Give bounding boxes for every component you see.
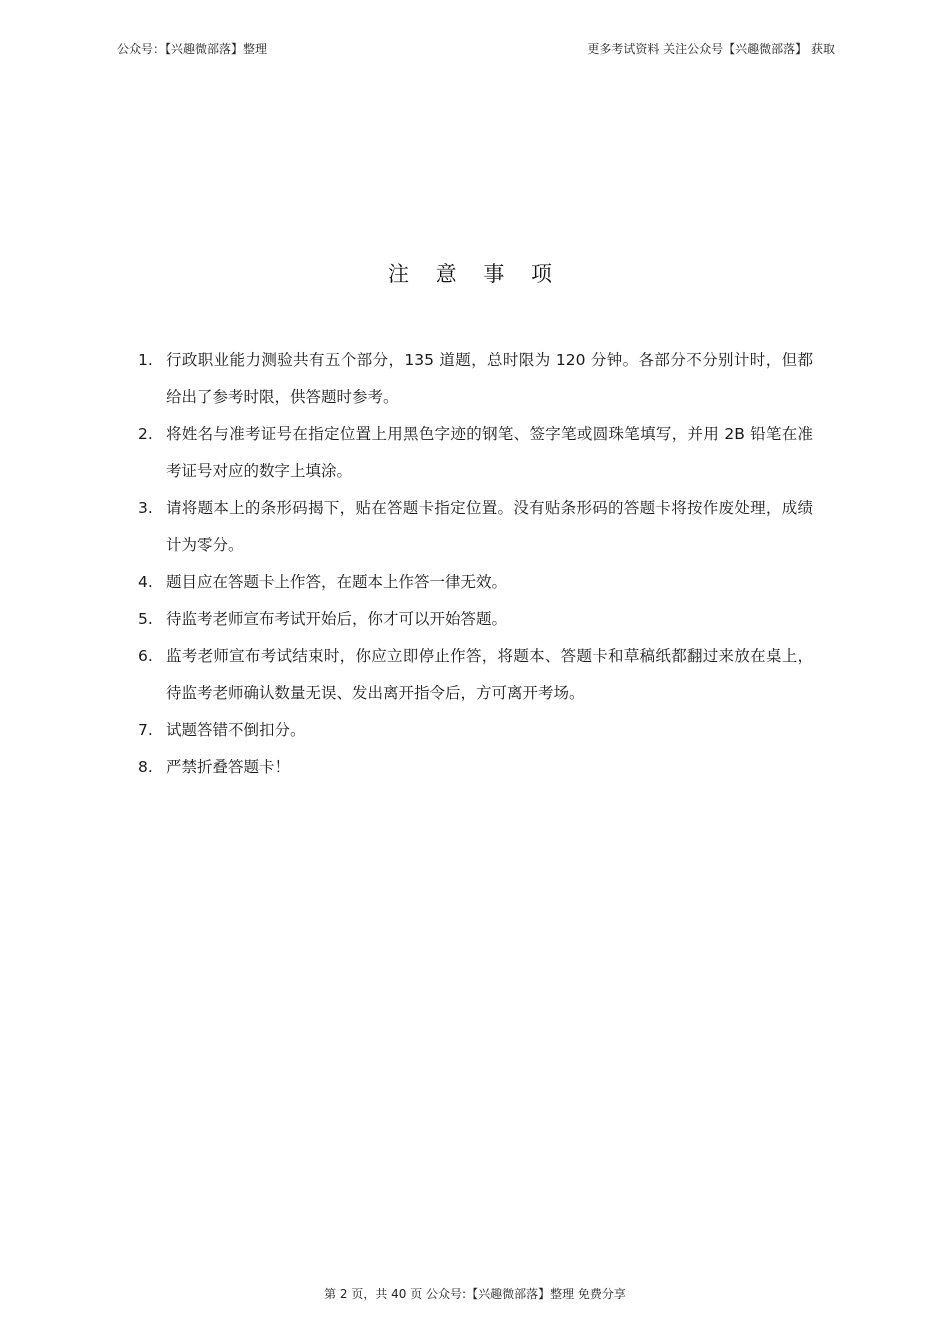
list-item	[138, 712, 813, 749]
note-number: 6.	[138, 647, 153, 665]
notes-list	[138, 342, 813, 786]
list-item	[138, 638, 813, 712]
header-left-text: 公众号：【兴趣微部落】整理	[117, 42, 268, 56]
list-item	[138, 342, 813, 416]
note-text: 待监考老师宣布考试开始后，你才可以开始答题。	[166, 610, 508, 628]
note-number: 7.	[138, 721, 153, 739]
list-item	[138, 416, 813, 490]
note-text: 题目应在答题卡上作答，在题本上作答一律无效。	[166, 573, 508, 591]
note-number: 1.	[138, 351, 153, 369]
list-item	[138, 749, 813, 786]
page-footer: 第 2 页，共 40 页 公众号:【兴趣微部落】整理 免费分享	[324, 1287, 626, 1301]
note-number: 4.	[138, 573, 153, 591]
note-text: 试题答错不倒扣分。	[166, 721, 306, 739]
note-text: 严禁折叠答题卡！	[166, 758, 291, 776]
note-number: 3.	[138, 499, 153, 517]
note-text: 行政职业能力测验共有五个部分，135 道题，总时限为 120 分钟。各部分不分别计时，但都给出了参考时限，供答题时参考。	[166, 351, 813, 406]
note-text: 请将题本上的条形码揭下，贴在答题卡指定位置。没有贴条形码的答题卡将按作废处理，成绩计为零分。	[166, 499, 813, 554]
page-title: 注 意 事 项	[387, 262, 563, 286]
header-right-text: 更多考试资料 关注公众号【兴趣微部落】 获取	[587, 42, 835, 56]
list-item	[138, 490, 813, 564]
note-text: 将姓名与准考证号在指定位置上用黑色字迹的钢笔、签字笔或圆珠笔填写，并用 2B 铅笔在准考证号对应的数字上填涂。	[166, 425, 813, 480]
note-number: 5.	[138, 610, 153, 628]
note-text: 监考老师宣布考试结束时，你应立即停止作答，将题本、答题卡和草稿纸都翻过来放在桌上，待监考老师确认数量无误、发出离开指令后，方可离开考场。	[166, 647, 813, 702]
list-item	[138, 601, 813, 638]
list-item	[138, 564, 813, 601]
note-number: 8.	[138, 758, 153, 776]
note-number: 2.	[138, 425, 153, 443]
